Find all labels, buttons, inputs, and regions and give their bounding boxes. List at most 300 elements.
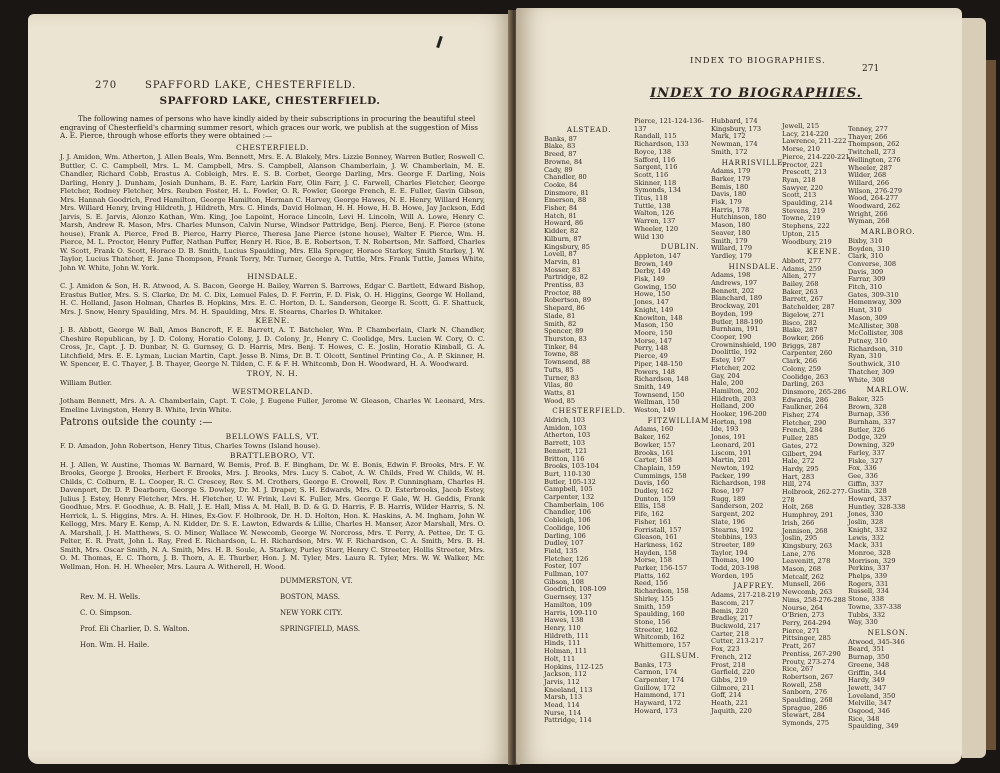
index-entry: Perry, 264-294: [782, 619, 831, 627]
index-entry: Fisk, 179: [711, 198, 742, 207]
index-entry: Tuttle, 138: [634, 201, 671, 210]
index-entry: Adams, 217-218-219: [711, 591, 780, 600]
index-entry: Brown, 328: [848, 402, 887, 411]
index-entry: Stephens, 222: [782, 222, 830, 231]
index-title: INDEX TO BIOGRAPHIES.: [650, 86, 863, 101]
index-entry: Gleason, 161: [634, 533, 678, 542]
index-entry: Cutter, 213-217: [711, 637, 764, 646]
index-entry: Morse, 210: [782, 145, 820, 154]
book-cover-edge: [986, 60, 996, 750]
index-entry: Bisco, 282: [782, 318, 817, 327]
index-entry: Emerson, 88: [544, 196, 587, 205]
index-entry: Wheeler, 120: [634, 224, 679, 233]
index-column-1: [544, 124, 634, 725]
index-entry: Field, 135: [544, 546, 578, 555]
index-entry: Dunton, 159: [634, 494, 676, 503]
index-entry: Southwick, 310: [848, 360, 900, 369]
index-entry: Pierce, 214-220-221: [782, 152, 850, 161]
index-entry: Dinsmore, 265-286: [782, 387, 846, 396]
index-entry: Darling, 106: [544, 531, 586, 540]
index-entry: Knowlton, 148: [634, 313, 683, 322]
index-entry: Robertson, 89: [544, 296, 592, 305]
index-entry: Colony, 259: [782, 364, 821, 373]
index-entry: Turner, 83: [544, 373, 579, 382]
index-entry: Stone, 338: [848, 595, 885, 604]
index-entry: Huntley, 328-338: [848, 502, 906, 511]
index-entry: Sawyer, 220: [782, 183, 823, 192]
index-entry: Bigelow, 271: [782, 310, 825, 319]
index-entry: Warren, 137: [634, 217, 676, 226]
index-entry: Irish, 266: [782, 518, 815, 527]
index-entry: Dodge, 329: [848, 433, 887, 442]
index-entry: Jaquith, 220: [711, 706, 752, 715]
index-entry: Chandler, 106: [544, 508, 591, 517]
index-entry: Pierce, 271: [782, 626, 820, 635]
index-entry: Packer, 199: [711, 471, 750, 480]
index-entry: Wilder, 268: [848, 171, 887, 180]
index-entry: Hardy, 349: [848, 676, 885, 685]
index-entry: Jewett, 347: [848, 683, 887, 692]
index-entry: Jones, 330: [848, 510, 883, 519]
index-entry: Pierce, 49: [634, 352, 668, 361]
index-entry: Fisher, 84: [544, 204, 578, 213]
index-entry: 278: [782, 495, 795, 504]
index-entry: Downing, 329: [848, 441, 895, 450]
town-heading: DUMMERSTON, VT.: [280, 577, 353, 585]
index-entry: Burnham, 337: [848, 418, 896, 427]
index-entry: Martin, 201: [711, 456, 751, 465]
index-entry: Holland, 200: [711, 402, 755, 411]
subscriber-sections: [60, 143, 485, 657]
index-entry: Hubbard, 174: [711, 117, 758, 125]
index-entry: Harkness, 162: [634, 540, 683, 549]
index-entry: Lacy, 214-220: [782, 129, 829, 138]
index-entry: Fletcher, 290: [782, 418, 827, 427]
index-entry: Davis, 180: [711, 190, 747, 199]
index-entry: Morse, 158: [634, 556, 672, 565]
index-entry: Brooks, 161: [634, 448, 675, 457]
index-entry: Howe, 150: [634, 290, 671, 299]
index-entry: Stone, 156: [634, 618, 671, 626]
index-entry: Chandler, 80: [544, 173, 587, 182]
index-entry: Beard, 351: [848, 645, 885, 654]
index-entry: Townsend, 88: [544, 358, 591, 367]
index-entry: Smith, 172: [711, 147, 748, 156]
town-row: [60, 593, 485, 609]
index-entry: Prentiss, 83: [544, 281, 584, 290]
index-entry: Hooker, 196-200: [711, 410, 767, 419]
index-entry: Bemis, 220: [711, 606, 749, 615]
index-entry: Liscom, 191: [711, 448, 752, 457]
index-entry: Guillow, 172: [634, 683, 676, 692]
right-page-number: 271: [862, 64, 880, 74]
index-entry: Butler, 105-132: [544, 477, 596, 486]
index-entry: Richardson, 148: [634, 375, 689, 384]
index-entry: Forristall, 157: [634, 525, 682, 534]
page-title: SPAFFORD LAKE, CHESTERFIELD.: [159, 95, 381, 107]
index-entry: Howard, 337: [848, 495, 892, 504]
index-entry: Stewart, 284: [782, 711, 826, 720]
index-entry: Cooper, 190: [711, 332, 752, 341]
index-entry: Prentiss, 267-290: [782, 649, 841, 658]
index-entry: Gowing, 150: [634, 282, 677, 291]
index-entry: Kneeland, 113: [544, 685, 593, 694]
index-entry: Barker, 179: [711, 174, 751, 183]
index-entry: Abbott, 277: [782, 256, 822, 265]
index-entry: Joslin, 328: [848, 518, 884, 527]
index-entry: Baker, 263: [782, 287, 818, 296]
page-edges: [962, 18, 986, 758]
index-entry: Davis, 309: [848, 267, 884, 276]
index-entry: Skinner, 118: [634, 178, 677, 187]
index-town-heading: HARRISVILLE.: [721, 157, 787, 167]
index-entry: Yardley, 179: [711, 251, 752, 260]
index-entry: Melville, 347: [848, 699, 892, 708]
patrons-note: Patrons outside the county :—: [60, 417, 213, 428]
index-entry: Marsh, 113: [544, 693, 583, 702]
index-entry: Jewell, 215: [782, 122, 820, 130]
index-entry: Doolittle, 192: [711, 348, 757, 357]
index-entry: Burnap, 336: [848, 410, 890, 419]
index-entry: Smith, 149: [634, 382, 671, 391]
index-entry: Towne, 88: [544, 350, 579, 359]
index-entry: Campbell, 105: [544, 485, 593, 494]
index-entry: Dudley, 162: [634, 487, 674, 496]
index-entry: Sanborn, 276: [782, 688, 828, 697]
index-entry: Wild 130: [634, 232, 664, 241]
index-entry: Mosser, 83: [544, 265, 581, 274]
index-entry: Thompson, 262: [848, 140, 900, 149]
index-entry: Gates, 309-310: [848, 290, 899, 299]
index-entry: Phelps, 339: [848, 572, 888, 581]
index-entry: Jones, 147: [634, 298, 669, 307]
index-entry: Blake, 83: [544, 142, 576, 151]
right-running-head: INDEX TO BIOGRAPHIES.: [690, 56, 826, 66]
index-entry: White, 308: [848, 375, 885, 384]
index-entry: Burnham, 191: [711, 325, 759, 334]
town-names: Rev. M. H. Wells.: [80, 593, 141, 601]
index-entry: Moore, 150: [634, 328, 673, 337]
index-entry: Shepard, 86: [544, 304, 585, 313]
index-entry: McAllister, 308: [848, 321, 899, 330]
index-entry: Seaver, 180: [711, 228, 751, 237]
index-entry: Safford, 116: [634, 155, 676, 164]
index-entry: Partridge, 82: [544, 273, 589, 282]
index-entry: Chaplain, 159: [634, 463, 681, 472]
index-entry: Blake, 287: [782, 326, 818, 335]
index-entry: Carpenter, 174: [634, 675, 685, 684]
index-entry: Loveland, 350: [848, 691, 896, 700]
index-entry: Holbrook, 262-277-: [782, 488, 847, 497]
index-entry: Rice, 267: [782, 665, 814, 674]
index-entry: Perry, 148: [634, 344, 668, 353]
index-entry: Proctor, 221: [782, 160, 824, 169]
index-entry: O'Brien, 273: [782, 611, 825, 620]
index-entry: Lawrence, 211-222: [782, 137, 847, 146]
index-entry: Powers, 148: [634, 367, 675, 376]
index-entry: Newcomb, 263: [782, 588, 833, 597]
index-entry: Hale, 272: [782, 457, 815, 466]
index-entry: Hunt, 310: [848, 306, 882, 315]
index-entry: Parker, 156-157: [634, 564, 688, 573]
index-entry: Fiske, 327: [848, 456, 883, 465]
index-entry: Cady, 89: [544, 165, 573, 174]
index-entry: Pattridge, 114: [544, 716, 592, 725]
index-entry: Clark, 266: [782, 357, 818, 366]
index-entry: Spaulding, 160: [634, 610, 685, 619]
index-entry: Hildreth, 203: [711, 394, 756, 403]
index-entry: Mark, 172: [711, 132, 746, 141]
index-entry: Spaulding, 214: [782, 199, 833, 208]
section-heading: KEENE.: [255, 316, 290, 325]
index-entry: Gustin, 328: [848, 487, 887, 496]
index-entry: Hatch, 81: [544, 211, 577, 220]
index-entry: Rice, 348: [848, 714, 880, 723]
index-entry: Jackson, 112: [544, 670, 587, 679]
index-entry: Rugg, 189: [711, 494, 746, 503]
index-entry: Horton, 198: [711, 417, 752, 426]
index-entry: Carter, 218: [711, 629, 749, 638]
index-entry: Bowker, 266: [782, 333, 824, 342]
index-entry: Greene, 348: [848, 660, 890, 669]
town-heading: BOSTON, MASS.: [280, 593, 341, 601]
index-entry: Tenney, 277: [848, 125, 888, 133]
index-entry: Mason, 268: [782, 565, 822, 574]
index-entry: Mack, 331: [848, 541, 884, 550]
index-entry: Way, 330: [848, 618, 878, 627]
index-entry: Banks, 87: [544, 134, 577, 143]
section-names: J. J. Amidon, Wm. Atherton, J. Allen Beals, Wm. Bennett, Mrs. E. A. Blakely, Mrs. Lizzie Bonney, Warren Butler, Roswell C. Buttler, C. C. Campbell, Mrs. L. M. Campbell, Mrs. S. Campbell, Alanson Chamberlain, J. W. Chamberlain, M. E. Chandler, Richard Cobb, Erastus A. Cobleigh, Mrs. E. S. B. Corbet, George Darling, Mrs. George F. Darling, Nois Darling, Henry J. Dunham, Josiah Dunham, B. E. Farr, Larkin Farr, Olin Farr, J. C. Farwell, Charles Fletcher, George Fletcher, Rodney Fletcher, Mrs. Reuben Foster, H. L. Fowler, O. R. Fowler, George French, E. E. Fuller, Gavin Gibson, Mrs. Hannah Goodrich, Fred Hamilton, George Hamilton, Herman C. Harvey, George Hawes, N. E. Henry, Willard Henry, Mrs. Willard Henry, Irving Hildreth, J. Hildreth, Mrs. C. Hinds, David Holman, H. H. Howe, H. B. Howe, Jay Jackson, Edd Jarvis, S. E. Jarvis, Alonzo Kathan, Wm. King, Joe Lapoint, Horace Lincoln, Levi H. Lincoln, Will A. Lowe, Henry C. Marsh, Andrew R. Mason, Mrs. Charles Munson, Calvin Nurse, Windsor Pattridge, Benj. Pierce, Benj. F. Pierce (stone house), Frank A. Pierce, Fred B. Pierce, Harry Pierce, Theresa Jane Pierce (stone house), Walter F. Pierce, Wm. H. Pierce, M. L. Proctor, Henry Puffer, Nathan Puffer, Henry H. Rice, B. E. Robertson, T. N. Robertson, Mr. Safford, Charles W. Scott, Frank O. Scott, Horace D. B. Smith, Lucius Spaulding, Mrs. Ella Spreger, Horace Starkey, Smith Starkey, J. W. Taylor, Lucius Thatcher, E. Jane Thompson, Frank Torry, Mr. Turner, George A. Tuttle, Mrs. Frank Tuttle, James White, John W. White, John W. York.: [60, 153, 485, 272]
index-entry: Atherton, 103: [544, 431, 591, 440]
index-entry: Nurse, 114: [544, 708, 582, 717]
index-entry: Smith, 82: [544, 319, 577, 328]
index-entry: Burnap, 350: [848, 653, 890, 662]
index-entry: Rogers, 331: [848, 579, 889, 588]
index-entry: Spencer, 89: [544, 327, 584, 336]
town-heading: SPRINGFIELD, MASS.: [280, 625, 361, 633]
index-entry: Rose, 197: [711, 487, 744, 496]
index-entry: Piper, 148-150: [634, 359, 683, 368]
index-entry: Osgood, 346: [848, 707, 890, 716]
index-entry: Briggs, 287: [782, 341, 821, 350]
index-entry: Dinsmore, 81: [544, 188, 589, 197]
index-entry: Hinds, 111: [544, 639, 581, 648]
index-entry: Appleton, 147: [634, 251, 681, 260]
index-entry: Wellington, 276: [848, 155, 901, 164]
index-entry: Thatcher, 309: [848, 367, 895, 376]
index-entry: Fullman, 107: [544, 570, 589, 579]
index-entry: Kingsbury, 85: [544, 242, 590, 251]
index-entry: Foster, 107: [544, 562, 582, 571]
index-entry: Whitcomb, 162: [634, 633, 685, 642]
index-entry: Aldrich, 103: [544, 416, 586, 425]
index-entry: Cobleigh, 106: [544, 516, 591, 525]
index-entry: Jones, 191: [711, 433, 746, 442]
index-entry: Kingsbury, 263: [782, 541, 833, 550]
index-entry: Thurston, 83: [544, 334, 587, 343]
index-entry: Gibbs, 219: [711, 675, 747, 684]
index-entry: Rowell, 258: [782, 680, 822, 689]
index-entry: Adams, 198: [711, 271, 751, 280]
index-entry: Howard, 173: [634, 706, 678, 715]
index-entry: Prouty, 273-274: [782, 657, 835, 666]
index-entry: Estey, 197: [711, 356, 746, 365]
index-entry: Amidon, 103: [544, 423, 587, 432]
section-heading: HINSDALE.: [247, 272, 298, 281]
index-entry: Towne, 219: [782, 214, 821, 223]
section-heading: BELLOWS FALLS, VT.: [225, 432, 320, 441]
index-entry: Metcalf, 262: [782, 572, 825, 581]
index-entry: Fuller, 285: [782, 434, 819, 443]
index-entry: Stevens, 219: [782, 206, 826, 215]
index-entry: Stebbins, 193: [711, 533, 758, 542]
index-entry: Adams, 179: [711, 167, 751, 176]
index-entry: Watts, 81: [544, 388, 576, 397]
index-entry: Symonds, 275: [782, 719, 830, 728]
index-entry: Butler, 188-190: [711, 317, 763, 326]
index-entry: Banks, 173: [634, 660, 672, 669]
section-names: Jotham Bennett, Mrs. A. A. Chamberlain, Capt. T. Cole, J. Eugene Fuller, Jerome W. Gleason, Charles W. Leonard, Mrs. Emeline Livingston, Henry B. White, Irvin White.: [60, 397, 485, 414]
index-entry: McCollister, 308: [848, 329, 903, 338]
index-entry: Mead, 114: [544, 701, 580, 710]
index-entry: Davis, 160: [634, 479, 670, 488]
index-entry: Ide, 193: [711, 425, 739, 434]
index-entry: Bennett, 202: [711, 286, 755, 295]
index-entry: Henry, 110: [544, 624, 581, 632]
index-entry: Britton, 116: [544, 454, 585, 463]
index-town-heading: JAFFREY.: [733, 581, 775, 591]
index-entry: Putney, 310: [848, 336, 888, 345]
index-entry: Woodbury, 219: [782, 237, 832, 246]
index-entry: Scott, 213: [782, 191, 817, 200]
index-entry: Titus, 118: [634, 194, 668, 203]
index-entry: Slate, 196: [711, 517, 745, 526]
index-entry: Worden, 195: [711, 571, 754, 580]
section-heading: CHESTERFIELD.: [235, 143, 310, 152]
index-entry: Adams, 259: [782, 264, 822, 273]
index-entry: Hamilton, 109: [544, 600, 592, 609]
index-entry: Bemis, 180: [711, 182, 749, 191]
index-entry: Marvin, 81: [544, 257, 581, 266]
index-entry: Townsend, 150: [634, 390, 685, 399]
section-names: F. D. Amadon, John Robertson, Henry Titus, Charles Towns (Island house).: [60, 442, 321, 450]
index-entry: Richardson, 158: [634, 587, 689, 596]
index-entry: Proctor, 88: [544, 288, 581, 297]
index-entry: Knight, 332: [848, 525, 888, 534]
index-entry: Barrett, 267: [782, 295, 824, 304]
town-row: [60, 625, 485, 641]
index-entry: Hill, 274: [782, 480, 811, 489]
index-entry: Royce, 138: [634, 147, 672, 156]
index-entry: Leonard, 201: [711, 440, 756, 449]
index-entry: Pittsinger, 285: [782, 634, 831, 643]
index-entry: Stearns, 192: [711, 525, 754, 534]
index-entry: Tufts, 85: [544, 365, 574, 374]
index-entry: Bascom, 217: [711, 598, 754, 607]
index-entry: Wright, 266: [848, 209, 888, 218]
index-entry: Reed, 156: [634, 579, 668, 588]
index-entry: Richardson, 133: [634, 140, 689, 149]
index-entry: Upton, 215: [782, 229, 820, 238]
index-entry: Fisher, 161: [634, 517, 672, 526]
index-entry: Hawes, 138: [544, 616, 584, 625]
index-entry: Willard, 266: [848, 178, 890, 187]
index-entry: Giffin, 337: [848, 479, 884, 488]
index-entry: Crowninshield, 190: [711, 340, 777, 349]
index-entry: Cummings, 158: [634, 471, 687, 480]
index-entry: Gilmore, 211: [711, 683, 755, 692]
index-entry: Wyman, 268: [848, 217, 890, 226]
index-entry: Howard, 86: [544, 219, 584, 228]
index-entry: Woodward, 262: [848, 202, 901, 211]
index-entry: Browne, 84: [544, 157, 583, 166]
index-entry: Baker, 325: [848, 394, 884, 403]
index-entry: Converse, 308: [848, 259, 897, 268]
index-entry: Willard, 179: [711, 244, 753, 253]
left-page-number: 270: [95, 80, 118, 91]
index-entry: Adams, 160: [634, 425, 674, 434]
index-entry: Thayer, 266: [848, 132, 888, 141]
index-entry: Gibson, 108: [544, 577, 584, 586]
index-entry: Griffin, 344: [848, 668, 887, 677]
index-entry: Towne, 337-338: [848, 602, 902, 611]
index-entry: Jennison, 268: [782, 526, 828, 535]
index-entry: Butler, 326: [848, 425, 885, 434]
index-entry: Ryan, 310: [848, 352, 882, 361]
index-entry: Spaulding, 268: [782, 696, 833, 705]
index-entry: Hayden, 158: [634, 548, 677, 557]
index-town-heading: FITZWILLIAM.: [647, 415, 713, 425]
index-entry: Ryan, 218: [782, 175, 816, 184]
index-entry: Mason, 180: [711, 221, 751, 230]
index-entry: Hamilton, 202: [711, 386, 759, 395]
index-entry: Hammond, 171: [634, 691, 686, 700]
index-entry: Thomas, 190: [711, 556, 754, 565]
index-entry: Baker, 162: [634, 433, 670, 442]
index-entry: Hildreth, 111: [544, 631, 589, 640]
section-heading: BRATTLEBORO, VT.: [229, 450, 316, 460]
index-entry: Tubbs, 332: [848, 610, 886, 619]
index-entry: Brooks, 103-104: [544, 462, 599, 471]
index-entry: Perkins, 337: [848, 564, 890, 573]
index-entry: Newman, 174: [711, 140, 758, 149]
index-entry: Derby, 149: [634, 267, 671, 276]
index-entry: Leavenitt, 278: [782, 557, 831, 566]
index-entry: Carpenter, 260: [782, 349, 833, 358]
index-entry: Hopkins, 112-125: [544, 662, 604, 671]
index-entry: Gates, 272: [782, 441, 818, 450]
index-entry: Mason, 150: [634, 321, 674, 330]
index-town-heading: CHESTERFIELD.: [552, 406, 626, 416]
index-entry: Mason, 309: [848, 313, 888, 322]
index-entry: Coolidge, 106: [544, 523, 591, 532]
index-entry: Goff, 214: [711, 691, 742, 700]
index-entry: Morse, 147: [634, 336, 672, 345]
index-entry: Weston, 149: [634, 406, 676, 415]
index-entry: Carmon, 174: [634, 668, 678, 677]
index-entry: Garfield, 220: [711, 668, 755, 677]
index-entry: Tinker, 84: [544, 342, 578, 351]
index-entry: Wood, 264-277: [848, 194, 899, 203]
index-entry: Chamberlain, 106: [544, 500, 604, 509]
index-entry: Bennett, 121: [544, 446, 588, 455]
index-entry: Smith, 159: [634, 602, 671, 611]
town-row: [60, 641, 485, 657]
index-entry: Sanderson, 202: [711, 502, 764, 511]
index-entry: Andrews, 197: [711, 279, 758, 288]
index-entry: Symonds, 134: [634, 186, 682, 195]
index-entry: Hayward, 172: [634, 699, 682, 708]
